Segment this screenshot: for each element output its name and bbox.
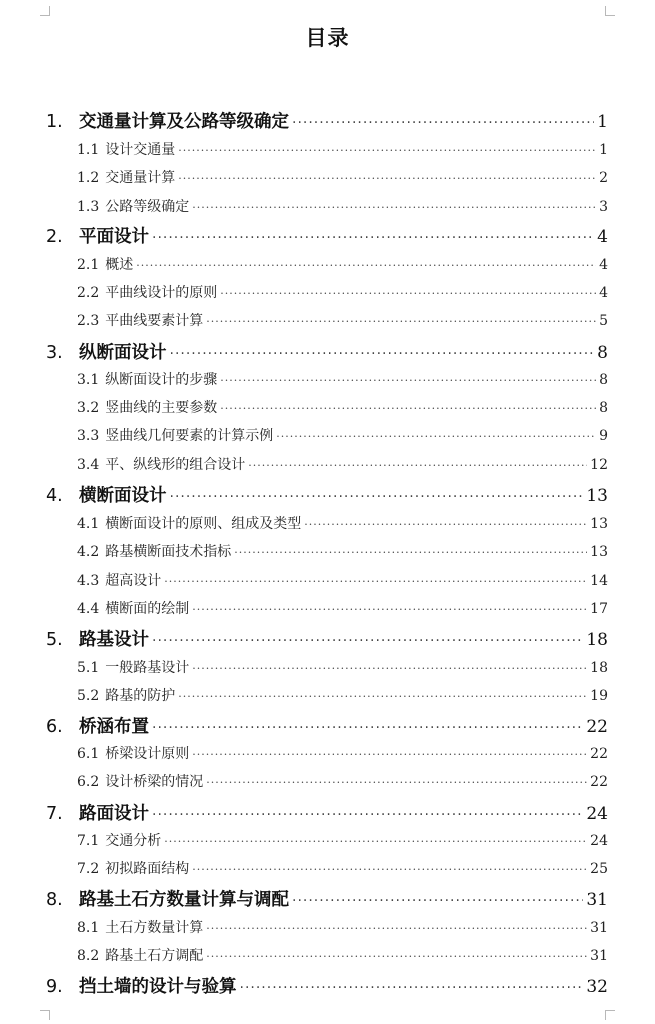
toc-entry-label: 土石方数量计算 (105, 920, 204, 936)
toc-entry-number: 1. (46, 112, 63, 132)
toc-page-number: 22 (590, 746, 608, 762)
toc-entry-number: 3.4 (77, 457, 100, 473)
toc-entry-number: 6.2 (77, 774, 100, 790)
dot-leader (178, 172, 596, 185)
toc-entry-label: 一般路基设计 (105, 660, 190, 676)
toc-entry-label: 平曲线设计的原则 (105, 285, 218, 301)
dot-leader (192, 748, 587, 761)
dot-leader (192, 863, 587, 876)
toc-chapter-entry[interactable] (46, 108, 608, 134)
toc-page-number: 22 (586, 717, 608, 737)
toc-entry-label: 横断面设计 (79, 486, 167, 506)
toc-page-number: 4 (597, 227, 608, 247)
toc-section-entry[interactable] (77, 685, 608, 707)
toc-page-number: 25 (590, 861, 608, 877)
toc-page-number: 1 (597, 112, 608, 132)
toc-entry-number: 3. (46, 343, 63, 363)
toc-section-entry[interactable] (77, 657, 608, 679)
dot-leader (206, 922, 587, 935)
toc-page-number: 8 (599, 400, 608, 416)
toc-entry-label: 竖曲线几何要素的计算示例 (105, 428, 274, 444)
toc-page-number: 31 (590, 948, 608, 964)
toc-page-number: 9 (599, 428, 608, 444)
toc-section-entry[interactable] (77, 771, 608, 793)
toc-page-number: 14 (590, 573, 608, 589)
toc-section-entry[interactable] (77, 139, 608, 161)
toc-section-entry[interactable] (77, 425, 608, 447)
toc-section-entry[interactable] (77, 830, 608, 852)
toc-page-number: 4 (599, 285, 608, 301)
toc-entry-number: 2.1 (77, 257, 100, 273)
toc-section-entry[interactable] (77, 282, 608, 304)
toc-entry-number: 3.2 (77, 400, 100, 416)
toc-page-number: 24 (586, 804, 608, 824)
toc-page-number: 8 (597, 343, 608, 363)
toc-entry-label: 路面设计 (79, 804, 149, 824)
toc-section-entry[interactable] (77, 743, 608, 765)
dot-leader (152, 230, 594, 246)
page-corner-mark (40, 6, 50, 16)
toc-page-number: 13 (590, 516, 608, 532)
toc-entry-label: 初拟路面结构 (105, 861, 190, 877)
toc-entry-number: 4.3 (77, 573, 100, 589)
toc-entry-label: 平面设计 (79, 227, 149, 247)
toc-entry-label: 桥涵布置 (79, 717, 149, 737)
toc-entry-label: 路基横断面技术指标 (105, 544, 232, 560)
toc-chapter-entry[interactable] (46, 713, 608, 739)
dot-leader (178, 144, 596, 157)
toc-entry-number: 8. (46, 890, 63, 910)
toc-entry-number: 7.1 (77, 833, 100, 849)
toc-chapter-entry[interactable] (46, 223, 608, 249)
toc-entry-label: 挡土墙的设计与验算 (79, 977, 237, 997)
dot-leader (178, 690, 587, 703)
dot-leader (170, 346, 595, 362)
toc-entry-number: 1.2 (77, 170, 100, 186)
toc-section-entry[interactable] (77, 917, 608, 939)
toc-page-number: 24 (590, 833, 608, 849)
toc-entry-number: 4.2 (77, 544, 100, 560)
toc-entry-label: 桥梁设计原则 (105, 746, 190, 762)
dot-leader (206, 315, 596, 328)
toc-section-entry[interactable] (77, 310, 608, 332)
toc-entry-number: 6. (46, 717, 63, 737)
toc-section-entry[interactable] (77, 369, 608, 391)
toc-page-number: 32 (586, 977, 608, 997)
toc-entry-number: 8.2 (77, 948, 100, 964)
toc-entry-label: 平曲线要素计算 (105, 313, 204, 329)
toc-page-number: 12 (590, 457, 608, 473)
dot-leader (206, 950, 587, 963)
toc-page-number: 8 (599, 372, 608, 388)
toc-entry-label: 概述 (105, 257, 134, 273)
dot-leader (292, 115, 594, 131)
dot-leader (220, 374, 596, 387)
dot-leader (206, 776, 587, 789)
toc-section-entry[interactable] (77, 196, 608, 218)
toc-entry-number: 8.1 (77, 920, 100, 936)
page-title: 目录 (305, 26, 350, 50)
toc-entry-number: 7. (46, 804, 63, 824)
toc-page-number: 18 (586, 630, 608, 650)
toc-entry-label: 路基的防护 (105, 688, 176, 704)
dot-leader (152, 633, 583, 649)
toc-entry-label: 路基土石方调配 (105, 948, 204, 964)
toc-section-entry[interactable] (77, 254, 608, 276)
toc-entry-label: 设计交通量 (105, 142, 176, 158)
toc-chapter-entry[interactable] (46, 626, 608, 652)
toc-entry-label: 横断面设计的原则、组成及类型 (105, 516, 302, 532)
toc-entry-number: 4.4 (77, 601, 100, 617)
toc-page-number: 19 (590, 688, 608, 704)
toc-page-number: 5 (599, 313, 608, 329)
dot-leader (152, 807, 583, 823)
toc-section-entry[interactable] (77, 570, 608, 592)
toc-section-entry[interactable] (77, 598, 608, 620)
toc-section-entry[interactable] (77, 397, 608, 419)
toc-entry-label: 交通分析 (105, 833, 162, 849)
dot-leader (136, 259, 596, 272)
toc-entry-label: 横断面的绘制 (105, 601, 190, 617)
toc-page-number: 3 (599, 199, 608, 215)
toc-entry-number: 3.3 (77, 428, 100, 444)
dot-leader (192, 201, 596, 214)
toc-page-number: 2 (599, 170, 608, 186)
toc-entry-label: 纵断面设计的步骤 (105, 372, 218, 388)
toc-entry-label: 交通量计算 (105, 170, 176, 186)
toc-entry-number: 5.2 (77, 688, 100, 704)
dot-leader (164, 575, 587, 588)
toc-entry-number: 9. (46, 977, 63, 997)
toc-entry-number: 1.1 (77, 142, 100, 158)
toc-section-entry[interactable] (77, 513, 608, 535)
toc-page-number: 17 (590, 601, 608, 617)
toc-page-number: 31 (586, 890, 608, 910)
dot-leader (240, 980, 584, 996)
toc-entry-number: 2.2 (77, 285, 100, 301)
page-corner-mark (605, 6, 615, 16)
toc-entry-label: 路基设计 (79, 630, 149, 650)
toc-chapter-entry[interactable] (46, 973, 608, 999)
toc-chapter-entry[interactable] (46, 339, 608, 365)
toc-entry-label: 路基土石方数量计算与调配 (79, 890, 289, 910)
toc-entry-number: 3.1 (77, 372, 100, 388)
page-corner-mark (605, 1010, 615, 1020)
toc-page-number: 4 (599, 257, 608, 273)
dot-leader (220, 402, 596, 415)
toc-section-entry[interactable] (77, 858, 608, 880)
toc-section-entry[interactable] (77, 945, 608, 967)
toc-chapter-entry[interactable] (46, 482, 608, 508)
dot-leader (220, 287, 596, 300)
toc-entry-label: 公路等级确定 (105, 199, 190, 215)
toc-page-number: 13 (590, 544, 608, 560)
dot-leader (192, 662, 587, 675)
dot-leader (152, 720, 583, 736)
toc-entry-number: 4. (46, 486, 63, 506)
dot-leader (234, 546, 587, 559)
toc-page-number: 31 (590, 920, 608, 936)
toc-entry-label: 纵断面设计 (79, 343, 167, 363)
toc-page-number: 1 (599, 142, 608, 158)
toc-page-number: 18 (590, 660, 608, 676)
toc-entry-label: 平、纵线形的组合设计 (105, 457, 246, 473)
toc-entry-number: 4.1 (77, 516, 100, 532)
toc-page-number: 13 (586, 486, 608, 506)
toc-entry-number: 7.2 (77, 861, 100, 877)
page-corner-mark (40, 1010, 50, 1020)
toc-section-entry[interactable] (77, 454, 608, 476)
toc-entry-number: 2. (46, 227, 63, 247)
dot-leader (248, 459, 587, 472)
dot-leader (170, 489, 584, 505)
dot-leader (276, 430, 596, 443)
toc-entry-label: 超高设计 (105, 573, 162, 589)
toc-entry-number: 2.3 (77, 313, 100, 329)
toc-entry-label: 交通量计算及公路等级确定 (79, 112, 289, 132)
toc-entry-number: 6.1 (77, 746, 100, 762)
dot-leader (292, 893, 583, 909)
toc-chapter-entry[interactable] (46, 886, 608, 912)
toc-entry-number: 1.3 (77, 199, 100, 215)
toc-entry-label: 设计桥梁的情况 (105, 774, 204, 790)
dot-leader (164, 835, 587, 848)
toc-section-entry[interactable] (77, 541, 608, 563)
toc-entry-number: 5.1 (77, 660, 100, 676)
dot-leader (192, 603, 587, 616)
toc-chapter-entry[interactable] (46, 800, 608, 826)
dot-leader (304, 518, 587, 531)
toc-page-number: 22 (590, 774, 608, 790)
toc-section-entry[interactable] (77, 167, 608, 189)
toc-entry-number: 5. (46, 630, 63, 650)
toc-entry-label: 竖曲线的主要参数 (105, 400, 218, 416)
